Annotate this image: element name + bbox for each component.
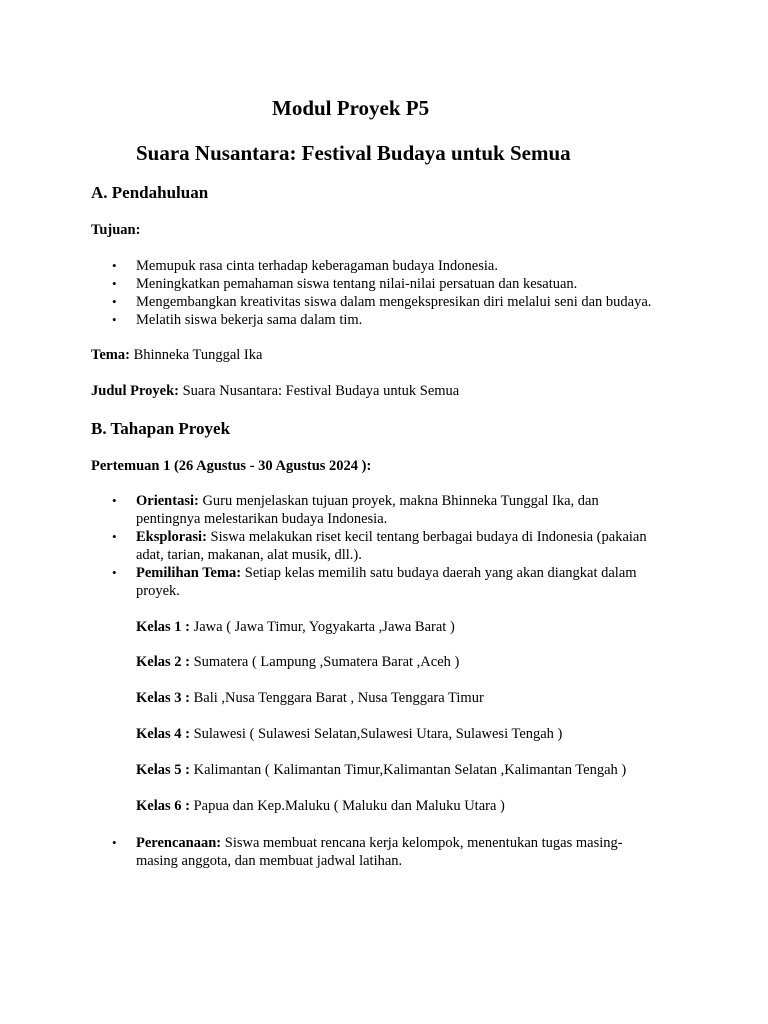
section-heading-pendahuluan: A. Pendahuluan [91,183,209,202]
perencanaan-list [91,834,691,870]
kelas-line: Kelas 6 : Papua dan Kep.Maluku ( Maluku dan Maluku Utara ) [136,798,505,814]
steps-list [91,492,691,600]
pertemuan-heading: Pertemuan 1 (26 Agustus - 30 Agustus 2024 ): [91,458,372,474]
tema-label: Tema: [91,347,130,363]
bullet-icon: • [112,493,117,508]
tujuan-list [91,257,731,329]
list-item: • Memupuk rasa cinta terhadap keberagaman budaya Indonesia. [112,258,498,274]
tujuan-label: Tujuan: [91,222,141,238]
judul-label: Judul Proyek: [91,383,179,399]
tema-line [91,346,262,364]
judul-value: Suara Nusantara: Festival Budaya untuk Semua [178,383,460,399]
kelas-line: Kelas 5 : Kalimantan ( Kalimantan Timur,Kalimantan Selatan ,Kalimantan Tengah ) [136,762,627,778]
bullet-icon: • [112,312,117,327]
list-item: • Meningkatkan pemahaman siswa tentang nilai-nilai persatuan dan kesatuan. [112,276,578,292]
tema-value: Bhinneka Tunggal Ika [129,347,263,363]
bullet-icon: • [112,529,117,544]
list-item: • Pemilihan Tema: Setiap kelas memilih satu budaya daerah yang akan diangkat dalam proyek. [112,565,637,599]
document-subtitle: Suara Nusantara: Festival Budaya untuk Semua [136,141,571,165]
document-title: Modul Proyek P5 [272,96,430,120]
judul-proyek-line [91,382,459,400]
bullet-icon: • [112,565,117,580]
kelas-line: Kelas 1 : Jawa ( Jawa Timur, Yogyakarta ,Jawa Barat ) [136,619,455,635]
list-item: • Perencanaan: Siswa membuat rencana kerja kelompok, menentukan tugas masing- masing anggota, dan membuat jadwal latihan. [112,835,623,869]
list-item: • Melatih siswa bekerja sama dalam tim. [112,312,363,328]
bullet-icon: • [112,835,117,850]
kelas-line: Kelas 3 : Bali ,Nusa Tenggara Barat , Nusa Tenggara Timur [136,690,484,706]
list-item: • Orientasi: Guru menjelaskan tujuan proyek, makna Bhinneka Tunggal Ika, dan pentingnya melestarikan budaya Indonesia. [112,493,599,527]
section-heading-tahapan: B. Tahapan Proyek [91,419,231,438]
kelas-line: Kelas 2 : Sumatera ( Lampung ,Sumatera Barat ,Aceh ) [136,654,460,670]
bullet-icon: • [112,294,117,309]
list-item: • Mengembangkan kreativitas siswa dalam mengekspresikan diri melalui seni dan budaya. [112,294,652,310]
bullet-icon: • [112,276,117,291]
kelas-line: Kelas 4 : Sulawesi ( Sulawesi Selatan,Sulawesi Utara, Sulawesi Tengah ) [136,726,563,742]
list-item: • Eksplorasi: Siswa melakukan riset kecil tentang berbagai budaya di Indonesia (pakaian adat, tarian, makanan, alat musik, dll.). [112,529,647,563]
bullet-icon: • [112,258,117,273]
